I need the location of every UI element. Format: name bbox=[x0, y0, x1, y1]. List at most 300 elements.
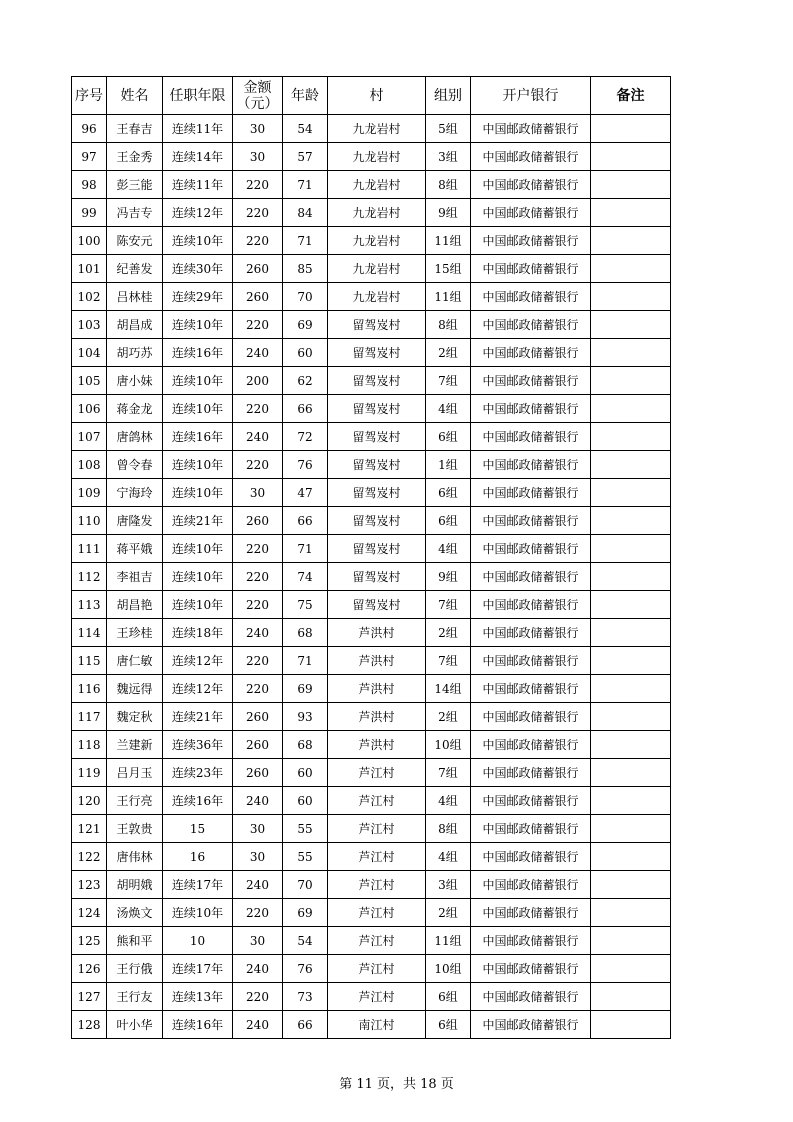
page-footer: 第 11 页，共 18 页 bbox=[339, 1077, 454, 1092]
cell-seq: 125 bbox=[72, 927, 107, 955]
table-row bbox=[72, 899, 671, 927]
cell-tenure: 连续10年 bbox=[163, 367, 233, 395]
cell-tenure: 连续12年 bbox=[163, 675, 233, 703]
cell-remark bbox=[591, 171, 671, 199]
table-row bbox=[72, 619, 671, 647]
cell-name: 王金秀 bbox=[107, 143, 163, 171]
cell-tenure: 连续21年 bbox=[163, 507, 233, 535]
cell-amount: 220 bbox=[233, 535, 283, 563]
cell-amount: 240 bbox=[233, 619, 283, 647]
cell-village: 留驾岌村 bbox=[328, 423, 426, 451]
cell-remark bbox=[591, 619, 671, 647]
cell-remark bbox=[591, 227, 671, 255]
cell-tenure: 连续18年 bbox=[163, 619, 233, 647]
cell-village: 芦江村 bbox=[328, 787, 426, 815]
cell-remark bbox=[591, 563, 671, 591]
cell-bank: 中国邮政储蓄银行 bbox=[471, 115, 591, 143]
cell-tenure: 16 bbox=[163, 843, 233, 871]
cell-village: 九龙岩村 bbox=[328, 255, 426, 283]
cell-tenure: 连续23年 bbox=[163, 759, 233, 787]
cell-remark bbox=[591, 479, 671, 507]
table-row bbox=[72, 227, 671, 255]
cell-name: 胡昌艳 bbox=[107, 591, 163, 619]
cell-name: 冯吉专 bbox=[107, 199, 163, 227]
cell-seq: 123 bbox=[72, 871, 107, 899]
cell-village: 九龙岩村 bbox=[328, 115, 426, 143]
cell-village: 九龙岩村 bbox=[328, 227, 426, 255]
cell-age: 70 bbox=[283, 283, 328, 311]
cell-remark bbox=[591, 675, 671, 703]
cell-tenure: 连续30年 bbox=[163, 255, 233, 283]
cell-name: 胡巧苏 bbox=[107, 339, 163, 367]
cell-age: 54 bbox=[283, 115, 328, 143]
cell-tenure: 连续17年 bbox=[163, 955, 233, 983]
cell-seq: 111 bbox=[72, 535, 107, 563]
cell-group: 4组 bbox=[426, 843, 471, 871]
cell-bank: 中国邮政储蓄银行 bbox=[471, 815, 591, 843]
header-bank: 开户银行 bbox=[471, 77, 591, 115]
cell-bank: 中国邮政储蓄银行 bbox=[471, 199, 591, 227]
cell-remark bbox=[591, 255, 671, 283]
cell-amount: 30 bbox=[233, 115, 283, 143]
cell-amount: 220 bbox=[233, 199, 283, 227]
cell-tenure: 连续16年 bbox=[163, 339, 233, 367]
cell-name: 唐仁敏 bbox=[107, 647, 163, 675]
cell-seq: 117 bbox=[72, 703, 107, 731]
header-seq: 序号 bbox=[72, 77, 107, 115]
cell-group: 15组 bbox=[426, 255, 471, 283]
cell-seq: 109 bbox=[72, 479, 107, 507]
data-table bbox=[71, 76, 671, 1039]
table-row bbox=[72, 843, 671, 871]
cell-name: 唐隆发 bbox=[107, 507, 163, 535]
cell-village: 九龙岩村 bbox=[328, 143, 426, 171]
cell-group: 8组 bbox=[426, 815, 471, 843]
table-row bbox=[72, 675, 671, 703]
cell-village: 芦洪村 bbox=[328, 675, 426, 703]
cell-age: 85 bbox=[283, 255, 328, 283]
cell-age: 66 bbox=[283, 395, 328, 423]
table-row bbox=[72, 1011, 671, 1039]
cell-seq: 106 bbox=[72, 395, 107, 423]
cell-group: 2组 bbox=[426, 899, 471, 927]
cell-age: 71 bbox=[283, 647, 328, 675]
cell-group: 6组 bbox=[426, 983, 471, 1011]
cell-remark bbox=[591, 311, 671, 339]
cell-village: 留驾岌村 bbox=[328, 311, 426, 339]
cell-tenure: 连续10年 bbox=[163, 563, 233, 591]
cell-village: 芦洪村 bbox=[328, 731, 426, 759]
cell-tenure: 连续10年 bbox=[163, 479, 233, 507]
cell-age: 72 bbox=[283, 423, 328, 451]
cell-seq: 121 bbox=[72, 815, 107, 843]
cell-amount: 240 bbox=[233, 423, 283, 451]
cell-remark bbox=[591, 115, 671, 143]
cell-name: 熊和平 bbox=[107, 927, 163, 955]
cell-group: 3组 bbox=[426, 871, 471, 899]
cell-remark bbox=[591, 787, 671, 815]
cell-name: 胡明娥 bbox=[107, 871, 163, 899]
cell-bank: 中国邮政储蓄银行 bbox=[471, 367, 591, 395]
cell-name: 彭三能 bbox=[107, 171, 163, 199]
cell-village: 芦江村 bbox=[328, 899, 426, 927]
cell-age: 47 bbox=[283, 479, 328, 507]
cell-seq: 99 bbox=[72, 199, 107, 227]
cell-village: 留驾岌村 bbox=[328, 451, 426, 479]
cell-remark bbox=[591, 451, 671, 479]
cell-name: 唐小妹 bbox=[107, 367, 163, 395]
cell-name: 唐伟林 bbox=[107, 843, 163, 871]
cell-village: 留驾岌村 bbox=[328, 367, 426, 395]
cell-seq: 104 bbox=[72, 339, 107, 367]
header-village: 村 bbox=[328, 77, 426, 115]
cell-bank: 中国邮政储蓄银行 bbox=[471, 899, 591, 927]
cell-bank: 中国邮政储蓄银行 bbox=[471, 423, 591, 451]
cell-tenure: 连续14年 bbox=[163, 143, 233, 171]
table-row bbox=[72, 927, 671, 955]
cell-name: 曾令春 bbox=[107, 451, 163, 479]
table-row bbox=[72, 871, 671, 899]
cell-village: 芦江村 bbox=[328, 955, 426, 983]
cell-seq: 128 bbox=[72, 1011, 107, 1039]
cell-bank: 中国邮政储蓄银行 bbox=[471, 339, 591, 367]
cell-group: 7组 bbox=[426, 759, 471, 787]
cell-age: 71 bbox=[283, 535, 328, 563]
cell-tenure: 连续11年 bbox=[163, 115, 233, 143]
cell-name: 吕林桂 bbox=[107, 283, 163, 311]
cell-group: 6组 bbox=[426, 423, 471, 451]
cell-remark bbox=[591, 927, 671, 955]
cell-tenure: 连续13年 bbox=[163, 983, 233, 1011]
table-row bbox=[72, 563, 671, 591]
cell-village: 九龙岩村 bbox=[328, 199, 426, 227]
cell-village: 留驾岌村 bbox=[328, 339, 426, 367]
cell-age: 76 bbox=[283, 955, 328, 983]
cell-bank: 中国邮政储蓄银行 bbox=[471, 675, 591, 703]
cell-age: 57 bbox=[283, 143, 328, 171]
cell-amount: 240 bbox=[233, 1011, 283, 1039]
header-age: 年龄 bbox=[283, 77, 328, 115]
cell-bank: 中国邮政储蓄银行 bbox=[471, 787, 591, 815]
cell-tenure: 连续16年 bbox=[163, 423, 233, 451]
cell-village: 芦洪村 bbox=[328, 703, 426, 731]
cell-age: 84 bbox=[283, 199, 328, 227]
cell-tenure: 连续10年 bbox=[163, 535, 233, 563]
table-row bbox=[72, 647, 671, 675]
cell-amount: 220 bbox=[233, 563, 283, 591]
cell-tenure: 连续10年 bbox=[163, 395, 233, 423]
cell-age: 69 bbox=[283, 311, 328, 339]
cell-amount: 30 bbox=[233, 479, 283, 507]
cell-amount: 220 bbox=[233, 591, 283, 619]
cell-age: 74 bbox=[283, 563, 328, 591]
cell-amount: 30 bbox=[233, 843, 283, 871]
cell-group: 1组 bbox=[426, 451, 471, 479]
cell-age: 93 bbox=[283, 703, 328, 731]
cell-amount: 260 bbox=[233, 255, 283, 283]
cell-age: 62 bbox=[283, 367, 328, 395]
cell-group: 4组 bbox=[426, 787, 471, 815]
cell-group: 3组 bbox=[426, 143, 471, 171]
cell-age: 55 bbox=[283, 843, 328, 871]
cell-seq: 102 bbox=[72, 283, 107, 311]
cell-name: 唐鸽林 bbox=[107, 423, 163, 451]
cell-bank: 中国邮政储蓄银行 bbox=[471, 843, 591, 871]
cell-village: 芦江村 bbox=[328, 815, 426, 843]
cell-group: 7组 bbox=[426, 367, 471, 395]
cell-seq: 96 bbox=[72, 115, 107, 143]
cell-amount: 220 bbox=[233, 451, 283, 479]
cell-village: 留驾岌村 bbox=[328, 395, 426, 423]
cell-amount: 30 bbox=[233, 143, 283, 171]
cell-age: 66 bbox=[283, 507, 328, 535]
cell-village: 九龙岩村 bbox=[328, 171, 426, 199]
cell-village: 留驾岌村 bbox=[328, 507, 426, 535]
cell-group: 7组 bbox=[426, 647, 471, 675]
cell-amount: 220 bbox=[233, 899, 283, 927]
table-row bbox=[72, 451, 671, 479]
header-row bbox=[72, 77, 671, 115]
cell-tenure: 10 bbox=[163, 927, 233, 955]
cell-amount: 240 bbox=[233, 339, 283, 367]
cell-bank: 中国邮政储蓄银行 bbox=[471, 759, 591, 787]
cell-amount: 240 bbox=[233, 787, 283, 815]
table-row bbox=[72, 311, 671, 339]
cell-remark bbox=[591, 647, 671, 675]
cell-bank: 中国邮政储蓄银行 bbox=[471, 1011, 591, 1039]
cell-name: 汤焕文 bbox=[107, 899, 163, 927]
cell-age: 60 bbox=[283, 339, 328, 367]
cell-bank: 中国邮政储蓄银行 bbox=[471, 619, 591, 647]
cell-amount: 260 bbox=[233, 283, 283, 311]
cell-seq: 115 bbox=[72, 647, 107, 675]
cell-amount: 260 bbox=[233, 703, 283, 731]
cell-name: 吕月玉 bbox=[107, 759, 163, 787]
cell-remark bbox=[591, 143, 671, 171]
table-row bbox=[72, 283, 671, 311]
cell-age: 68 bbox=[283, 619, 328, 647]
cell-group: 11组 bbox=[426, 283, 471, 311]
cell-village: 留驾岌村 bbox=[328, 591, 426, 619]
cell-bank: 中国邮政储蓄银行 bbox=[471, 563, 591, 591]
cell-village: 芦江村 bbox=[328, 871, 426, 899]
cell-seq: 103 bbox=[72, 311, 107, 339]
cell-group: 6组 bbox=[426, 479, 471, 507]
table-row bbox=[72, 815, 671, 843]
cell-name: 王珍桂 bbox=[107, 619, 163, 647]
cell-seq: 127 bbox=[72, 983, 107, 1011]
cell-village: 芦洪村 bbox=[328, 619, 426, 647]
cell-tenure: 连续10年 bbox=[163, 591, 233, 619]
cell-name: 王行俄 bbox=[107, 955, 163, 983]
cell-bank: 中国邮政储蓄银行 bbox=[471, 171, 591, 199]
cell-amount: 30 bbox=[233, 815, 283, 843]
cell-tenure: 连续10年 bbox=[163, 451, 233, 479]
cell-bank: 中国邮政储蓄银行 bbox=[471, 479, 591, 507]
cell-bank: 中国邮政储蓄银行 bbox=[471, 927, 591, 955]
cell-amount: 260 bbox=[233, 507, 283, 535]
cell-group: 6组 bbox=[426, 507, 471, 535]
cell-bank: 中国邮政储蓄银行 bbox=[471, 535, 591, 563]
cell-bank: 中国邮政储蓄银行 bbox=[471, 955, 591, 983]
cell-tenure: 15 bbox=[163, 815, 233, 843]
table-row bbox=[72, 955, 671, 983]
cell-group: 8组 bbox=[426, 311, 471, 339]
cell-tenure: 连续29年 bbox=[163, 283, 233, 311]
cell-seq: 116 bbox=[72, 675, 107, 703]
cell-name: 兰建新 bbox=[107, 731, 163, 759]
cell-age: 66 bbox=[283, 1011, 328, 1039]
cell-seq: 120 bbox=[72, 787, 107, 815]
cell-age: 75 bbox=[283, 591, 328, 619]
cell-tenure: 连续12年 bbox=[163, 647, 233, 675]
cell-amount: 260 bbox=[233, 759, 283, 787]
table-row bbox=[72, 479, 671, 507]
cell-seq: 114 bbox=[72, 619, 107, 647]
cell-tenure: 连续36年 bbox=[163, 731, 233, 759]
cell-tenure: 连续16年 bbox=[163, 787, 233, 815]
cell-age: 71 bbox=[283, 227, 328, 255]
table-row bbox=[72, 731, 671, 759]
cell-tenure: 连续21年 bbox=[163, 703, 233, 731]
cell-village: 芦江村 bbox=[328, 983, 426, 1011]
header-remark: 备注 bbox=[591, 77, 671, 115]
cell-name: 王春吉 bbox=[107, 115, 163, 143]
cell-village: 芦江村 bbox=[328, 843, 426, 871]
cell-seq: 124 bbox=[72, 899, 107, 927]
cell-remark bbox=[591, 367, 671, 395]
table-row bbox=[72, 703, 671, 731]
cell-village: 芦江村 bbox=[328, 759, 426, 787]
cell-bank: 中国邮政储蓄银行 bbox=[471, 647, 591, 675]
cell-seq: 118 bbox=[72, 731, 107, 759]
cell-remark bbox=[591, 703, 671, 731]
cell-amount: 240 bbox=[233, 871, 283, 899]
cell-remark bbox=[591, 815, 671, 843]
cell-group: 9组 bbox=[426, 563, 471, 591]
cell-group: 4组 bbox=[426, 535, 471, 563]
cell-amount: 220 bbox=[233, 395, 283, 423]
table-row bbox=[72, 171, 671, 199]
cell-remark bbox=[591, 955, 671, 983]
table-row bbox=[72, 255, 671, 283]
table-row bbox=[72, 507, 671, 535]
cell-tenure: 连续11年 bbox=[163, 171, 233, 199]
cell-remark bbox=[591, 731, 671, 759]
cell-name: 叶小华 bbox=[107, 1011, 163, 1039]
cell-remark bbox=[591, 843, 671, 871]
cell-seq: 105 bbox=[72, 367, 107, 395]
cell-bank: 中国邮政储蓄银行 bbox=[471, 871, 591, 899]
cell-village: 留驾岌村 bbox=[328, 535, 426, 563]
cell-remark bbox=[591, 507, 671, 535]
cell-age: 73 bbox=[283, 983, 328, 1011]
cell-age: 76 bbox=[283, 451, 328, 479]
cell-seq: 100 bbox=[72, 227, 107, 255]
table-row bbox=[72, 367, 671, 395]
cell-remark bbox=[591, 759, 671, 787]
header-name: 姓名 bbox=[107, 77, 163, 115]
cell-seq: 113 bbox=[72, 591, 107, 619]
cell-village: 留驾岌村 bbox=[328, 563, 426, 591]
cell-bank: 中国邮政储蓄银行 bbox=[471, 283, 591, 311]
cell-remark bbox=[591, 199, 671, 227]
cell-remark bbox=[591, 591, 671, 619]
cell-seq: 110 bbox=[72, 507, 107, 535]
cell-remark bbox=[591, 395, 671, 423]
cell-bank: 中国邮政储蓄银行 bbox=[471, 311, 591, 339]
cell-age: 55 bbox=[283, 815, 328, 843]
cell-tenure: 连续10年 bbox=[163, 311, 233, 339]
cell-bank: 中国邮政储蓄银行 bbox=[471, 255, 591, 283]
cell-amount: 220 bbox=[233, 983, 283, 1011]
cell-group: 2组 bbox=[426, 619, 471, 647]
cell-village: 芦江村 bbox=[328, 927, 426, 955]
cell-group: 10组 bbox=[426, 955, 471, 983]
cell-name: 王行亮 bbox=[107, 787, 163, 815]
cell-name: 纪善发 bbox=[107, 255, 163, 283]
cell-seq: 108 bbox=[72, 451, 107, 479]
cell-amount: 200 bbox=[233, 367, 283, 395]
header-amount-line2: （元） bbox=[236, 95, 279, 112]
cell-name: 陈安元 bbox=[107, 227, 163, 255]
table-row bbox=[72, 787, 671, 815]
cell-amount: 220 bbox=[233, 227, 283, 255]
cell-seq: 98 bbox=[72, 171, 107, 199]
table-row bbox=[72, 423, 671, 451]
cell-seq: 112 bbox=[72, 563, 107, 591]
cell-group: 7组 bbox=[426, 591, 471, 619]
cell-amount: 30 bbox=[233, 927, 283, 955]
cell-tenure: 连续12年 bbox=[163, 199, 233, 227]
cell-group: 2组 bbox=[426, 703, 471, 731]
cell-tenure: 连续10年 bbox=[163, 899, 233, 927]
cell-tenure: 连续10年 bbox=[163, 227, 233, 255]
cell-age: 71 bbox=[283, 171, 328, 199]
cell-name: 蒋平娥 bbox=[107, 535, 163, 563]
cell-remark bbox=[591, 283, 671, 311]
header-amount bbox=[233, 77, 283, 115]
cell-amount: 220 bbox=[233, 675, 283, 703]
table-row bbox=[72, 983, 671, 1011]
cell-remark bbox=[591, 339, 671, 367]
cell-village: 南江村 bbox=[328, 1011, 426, 1039]
cell-name: 王行友 bbox=[107, 983, 163, 1011]
table-row bbox=[72, 759, 671, 787]
cell-age: 69 bbox=[283, 899, 328, 927]
cell-group: 6组 bbox=[426, 1011, 471, 1039]
cell-name: 魏定秋 bbox=[107, 703, 163, 731]
cell-amount: 220 bbox=[233, 311, 283, 339]
cell-amount: 220 bbox=[233, 171, 283, 199]
cell-age: 69 bbox=[283, 675, 328, 703]
cell-name: 魏远得 bbox=[107, 675, 163, 703]
cell-bank: 中国邮政储蓄银行 bbox=[471, 395, 591, 423]
cell-seq: 122 bbox=[72, 843, 107, 871]
table-row bbox=[72, 395, 671, 423]
cell-seq: 119 bbox=[72, 759, 107, 787]
table-row bbox=[72, 591, 671, 619]
table-body bbox=[72, 115, 671, 1039]
cell-village: 留驾岌村 bbox=[328, 479, 426, 507]
cell-name: 李祖吉 bbox=[107, 563, 163, 591]
cell-bank: 中国邮政储蓄银行 bbox=[471, 143, 591, 171]
cell-age: 60 bbox=[283, 759, 328, 787]
cell-remark bbox=[591, 983, 671, 1011]
cell-group: 9组 bbox=[426, 199, 471, 227]
cell-group: 2组 bbox=[426, 339, 471, 367]
header-amount-line1: 金额 bbox=[243, 79, 272, 96]
